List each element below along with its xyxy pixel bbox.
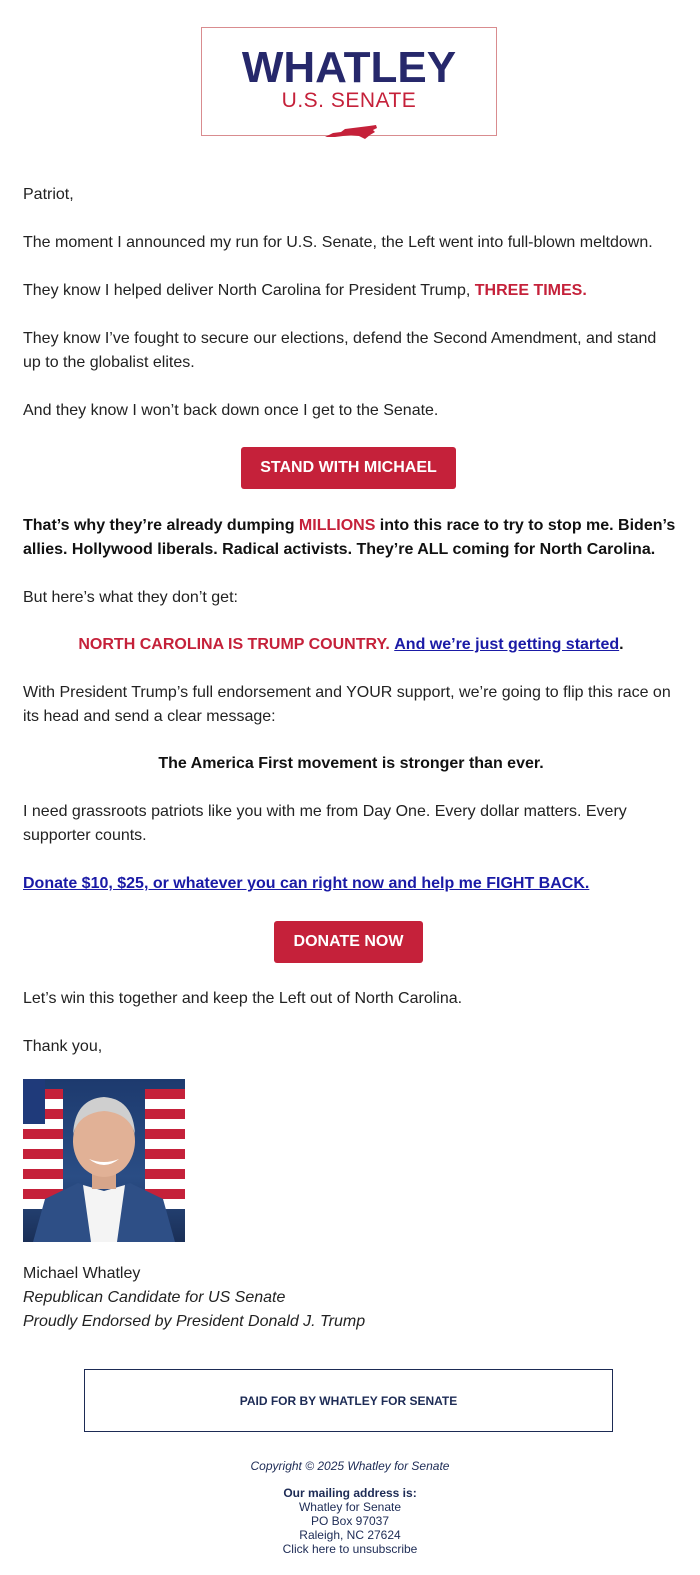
greeting: Patriot, — [23, 186, 74, 203]
millions-emphasis: MILLIONS — [298, 517, 376, 534]
donate-now-button[interactable]: DONATE NOW — [274, 921, 423, 963]
donate-link[interactable]: Donate $10, $25, or whatever you can right now and help me FIGHT BACK. — [23, 875, 590, 892]
paragraph-trump-country — [23, 633, 679, 657]
trump-country-text: NORTH CAROLINA IS TRUMP COUNTRY. — [78, 636, 390, 653]
mailing-address-label: Our mailing address is: — [283, 1486, 417, 1500]
paragraph-grassroots-line2: supporter counts. — [23, 827, 147, 844]
paragraph-endorsement — [23, 681, 679, 729]
signature-title: Republican Candidate for US Senate — [23, 1289, 286, 1306]
donate-link-paragraph — [23, 872, 679, 896]
paragraph-millions — [23, 514, 679, 562]
logo-subtitle: U.S. SENATE — [281, 89, 417, 112]
paragraph-back-down: And they know I won’t back down once I get to the Senate. — [23, 402, 439, 419]
paragraph-three-times — [23, 279, 679, 303]
paragraph-grassroots — [23, 800, 679, 848]
signature-endorsement: Proudly Endorsed by President Donald J. Trump — [23, 1313, 366, 1330]
paragraph-elections-line1: They know I’ve fought to secure our elections, defend the Second Amendment, and stand — [23, 330, 657, 347]
paragraph-america-first: The America First movement is stronger than ever. — [158, 755, 544, 772]
paragraph-win: Let’s win this together and keep the Left out of North Carolina. — [23, 990, 463, 1007]
getting-started-link[interactable]: And we’re just getting started — [394, 636, 620, 653]
thank-you: Thank you, — [23, 1038, 103, 1055]
stand-with-michael-button[interactable]: STAND WITH MICHAEL — [241, 447, 456, 489]
address-line1: Whatley for Senate — [298, 1500, 402, 1514]
three-times-emphasis: THREE TIMES. — [474, 282, 587, 299]
paragraph-endorsement-line1: With President Trump’s full endorsement and YOUR support, we’re going to flip this race on — [23, 684, 671, 701]
logo-name: WHATLEY — [241, 43, 457, 92]
address-line3: Raleigh, NC 27624 — [299, 1528, 401, 1542]
paragraph-three-times-text: They know I helped deliver North Carolina for President Trump, — [23, 282, 475, 299]
paragraph-meltdown: The moment I announced my run for U.S. Senate, the Left went into full-blown meltdown. — [23, 234, 653, 251]
paragraph-dont-get: But here’s what they don’t get: — [23, 589, 238, 606]
signature-name: Michael Whatley — [23, 1265, 141, 1282]
north-carolina-shape-icon — [323, 124, 378, 140]
unsubscribe-link[interactable]: Click here to unsubscribe — [282, 1542, 418, 1556]
address-line2: PO Box 97037 — [310, 1514, 390, 1528]
candidate-photo — [23, 1079, 185, 1242]
paid-for-disclaimer: PAID FOR BY WHATLEY FOR SENATE — [84, 1369, 613, 1432]
campaign-logo[interactable] — [201, 27, 497, 136]
paragraph-elections — [23, 327, 679, 375]
candidate-portrait-icon — [23, 1079, 185, 1242]
paragraph-millions-line2: allies. Hollywood liberals. Radical activists. They’re ALL coming for North Carolina. — [23, 541, 656, 558]
paragraph-endorsement-line2: its head and send a clear message: — [23, 708, 276, 725]
period: . — [619, 636, 624, 653]
paragraph-grassroots-line1: I need grassroots patriots like you with me from Day One. Every dollar matters. Every — [23, 803, 627, 820]
paragraph-millions-a: That’s why they’re already dumping — [23, 517, 299, 534]
copyright: Copyright © 2025 Whatley for Senate — [250, 1459, 450, 1473]
paragraph-elections-line2: up to the globalist elites. — [23, 354, 195, 371]
paragraph-millions-b: into this race to try to stop me. Biden’s — [375, 517, 676, 534]
